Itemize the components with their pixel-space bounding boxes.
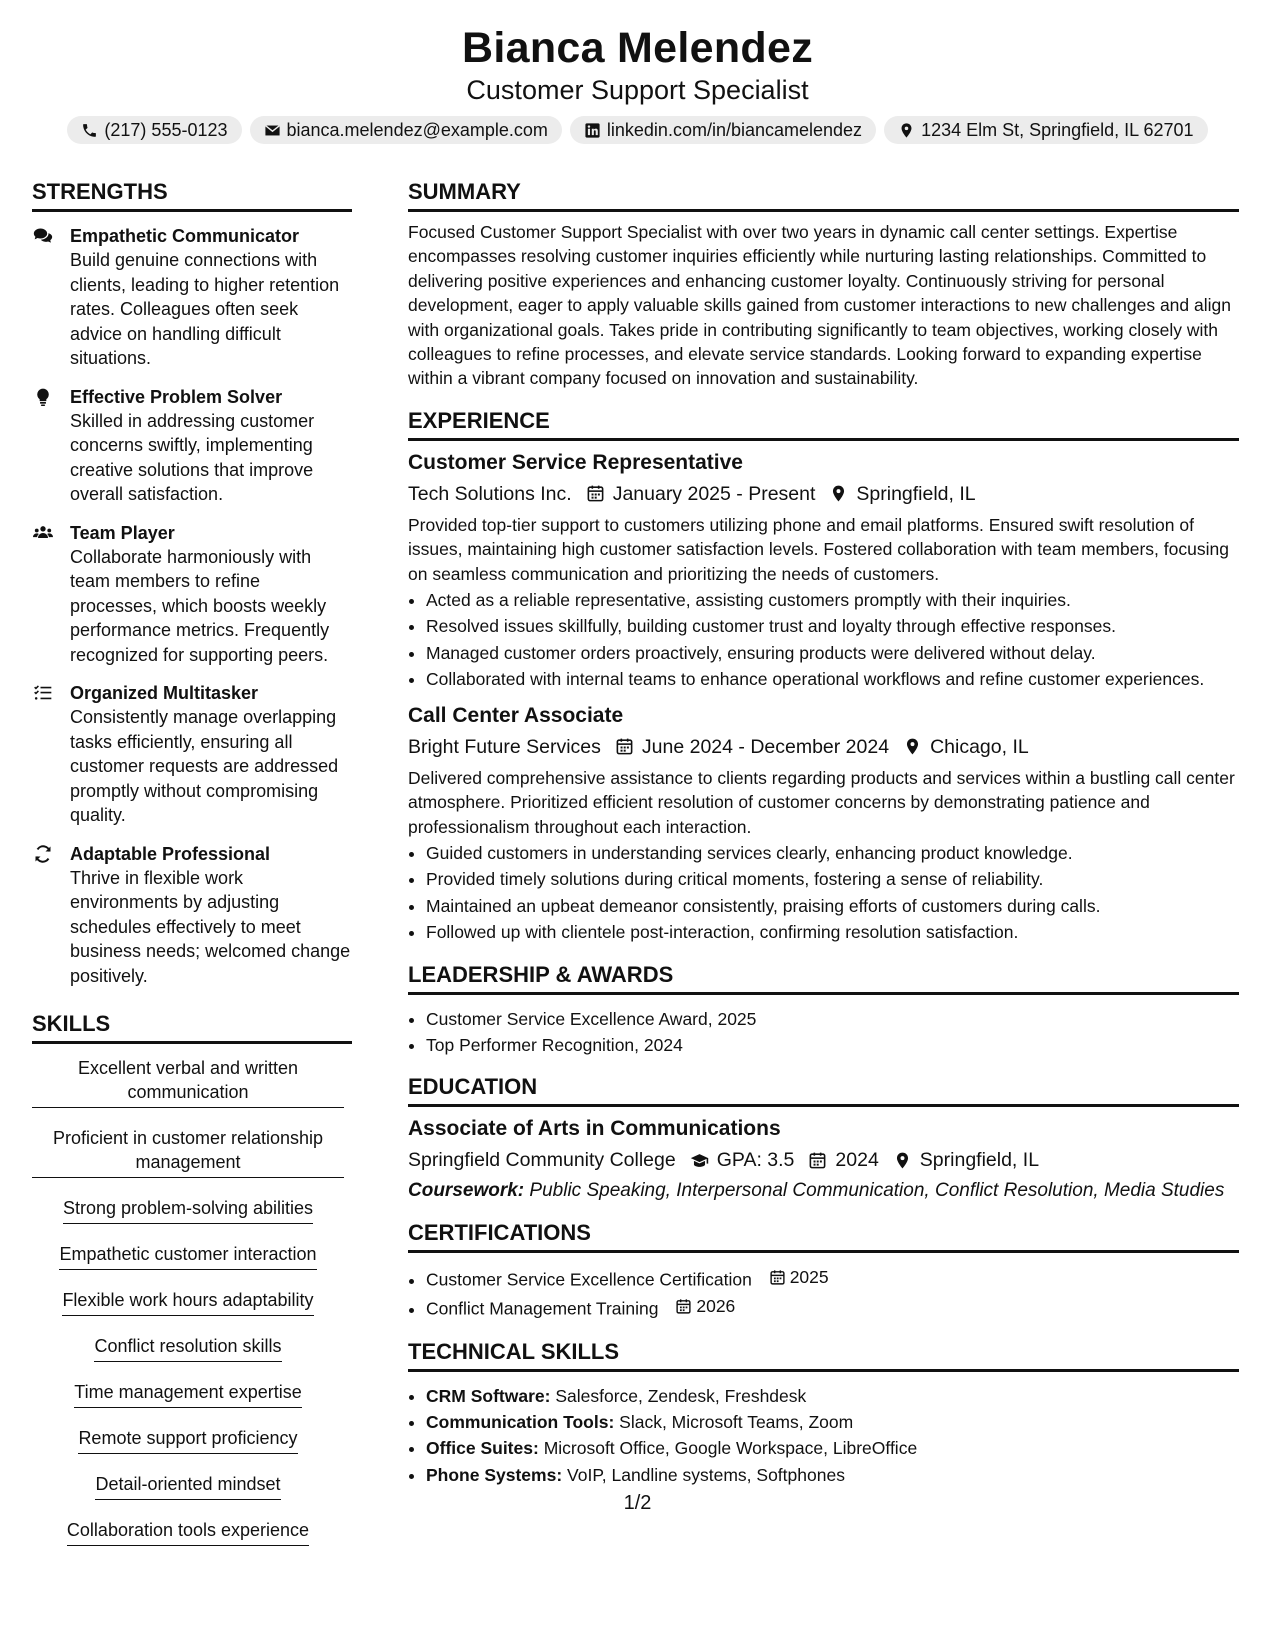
linkedin-icon bbox=[584, 122, 601, 139]
tech-label: Office Suites: bbox=[426, 1438, 539, 1459]
skill-item: Empathetic customer interaction bbox=[59, 1242, 316, 1270]
awards-list bbox=[408, 1007, 1239, 1058]
cert-name: Customer Service Excellence Certification bbox=[426, 1270, 752, 1291]
school-name: Springfield Community College bbox=[408, 1149, 676, 1172]
education-heading: EDUCATION bbox=[408, 1073, 1239, 1107]
job-meta bbox=[408, 732, 1239, 762]
list-item bbox=[426, 1410, 1239, 1434]
list-item bbox=[426, 1463, 1239, 1487]
tech-label: CRM Software: bbox=[426, 1385, 551, 1406]
contact-address[interactable] bbox=[884, 116, 1208, 144]
skill-item: Time management expertise bbox=[74, 1380, 301, 1408]
calendar-icon bbox=[808, 1151, 827, 1170]
list-item bbox=[426, 1384, 1239, 1408]
job-entry bbox=[408, 449, 1239, 692]
list-item: • Customer Service Excellence Award, 2025 bbox=[426, 1007, 1239, 1031]
comments-icon bbox=[32, 226, 54, 246]
degree-title: Associate of Arts in Communications bbox=[408, 1117, 781, 1141]
tech-value: Slack, Microsoft Teams, Zoom bbox=[619, 1411, 854, 1432]
list-item: • Guided customers in understanding services clearly, enhancing product knowledge. bbox=[426, 841, 1239, 865]
contact-linkedin[interactable] bbox=[570, 116, 876, 144]
skill-item: Remote support proficiency bbox=[78, 1426, 297, 1454]
lightbulb-icon bbox=[32, 387, 54, 407]
sync-icon bbox=[32, 844, 54, 864]
contact-phone-text: (217) 555-0123 bbox=[104, 120, 228, 140]
strength-item bbox=[32, 842, 352, 989]
contact-phone[interactable] bbox=[67, 116, 241, 144]
contact-linkedin-text: linkedin.com/in/biancamelendez bbox=[606, 120, 863, 140]
map-pin-icon bbox=[898, 122, 915, 139]
strength-desc: Build genuine connections with clients, leading to higher retention rates. Colleagues often seek advice on handling difficult situations. bbox=[70, 250, 340, 368]
tech-value: Salesforce, Zendesk, Freshdesk bbox=[555, 1385, 807, 1406]
list-item: • Provided timely solutions during critical moments, fostering a sense of reliability. bbox=[426, 867, 1239, 891]
graduation-cap-icon bbox=[690, 1151, 709, 1170]
job-dates: June 2024 - December 2024 bbox=[641, 735, 890, 758]
contact-email-text: bianca.melendez@example.com bbox=[286, 120, 548, 140]
strength-item bbox=[32, 224, 352, 371]
list-check-icon bbox=[32, 683, 54, 703]
cert-year: 2025 bbox=[789, 1267, 829, 1288]
summary-text: Focused Customer Support Specialist with over two years in dynamic call center settings. Expertise encompasses resolving customer inquiries efficiently while nurturing lasting relationships. Committed to delivering positive experiences and enhancing customer loyalty. Continuously striving for personal development, eager to apply valuable skills gained from customer interactions to new challenges and align with organizational goals. Takes pride in contributing significantly to team objectives, working closely with colleagues to refine processes, and elevate service standards. Looking forward to expanding expertise within a vibrant company focused on innovation and sustainability. bbox=[408, 222, 1231, 389]
tech-label: Phone Systems: bbox=[426, 1464, 563, 1485]
strength-item bbox=[32, 385, 352, 507]
left-column bbox=[32, 178, 352, 1564]
strength-desc: Thrive in flexible work environments by adjusting schedules effectively to meet business needs; welcomed change positively. bbox=[70, 867, 351, 986]
list-item: • Top Performer Recognition, 2024 bbox=[426, 1033, 1239, 1057]
phone-icon bbox=[81, 122, 98, 139]
resume-body bbox=[32, 178, 1243, 1564]
job-entry bbox=[408, 702, 1239, 945]
list-item: • Resolved issues skillfully, building customer trust and loyalty through effective responses. bbox=[426, 614, 1239, 638]
strength-title: Organized Multitasker bbox=[70, 683, 259, 703]
contact-email[interactable] bbox=[250, 116, 562, 144]
strength-desc: Collaborate harmoniously with team members to refine processes, which boosts weekly performance metrics. Frequently recognized for supporting peers. bbox=[70, 546, 330, 665]
calendar-icon bbox=[769, 1269, 786, 1286]
list-item: • Acted as a reliable representative, assisting customers promptly with their inquiries. bbox=[426, 588, 1239, 612]
certifications-heading: CERTIFICATIONS bbox=[408, 1219, 1239, 1253]
job-dates: January 2025 - Present bbox=[612, 482, 816, 505]
skill-item: Detail-oriented mindset bbox=[95, 1472, 280, 1500]
job-company: Tech Solutions Inc. bbox=[408, 482, 572, 505]
job-desc: Delivered comprehensive assistance to clients regarding products and services within a bustling call center atmosphere. Prioritized efficient resolution of customer concerns by demonstrating patience and professionalism throughout each interaction. bbox=[408, 767, 1235, 837]
tech-value: VoIP, Landline systems, Softphones bbox=[567, 1464, 845, 1485]
skill-item: Conflict resolution skills bbox=[94, 1334, 281, 1362]
technical-skills-list bbox=[408, 1384, 1239, 1488]
strength-item bbox=[32, 521, 352, 668]
job-meta bbox=[408, 479, 1239, 509]
cert-year: 2026 bbox=[696, 1296, 736, 1317]
cert-name: Conflict Management Training bbox=[426, 1299, 659, 1320]
strength-title: Adaptable Professional bbox=[70, 843, 271, 864]
list-item bbox=[426, 1294, 1239, 1321]
calendar-icon bbox=[586, 484, 605, 503]
job-bullets bbox=[408, 588, 1239, 692]
map-pin-icon bbox=[903, 737, 922, 756]
list-item bbox=[426, 1436, 1239, 1460]
skill-item: Excellent verbal and written communication bbox=[32, 1056, 344, 1108]
experience-heading: EXPERIENCE bbox=[408, 407, 1239, 441]
strength-desc: Consistently manage overlapping tasks efficiently, ensuring all customer requests are addressed promptly without compromising quality. bbox=[70, 707, 339, 825]
job-title: Call Center Associate bbox=[408, 703, 624, 727]
job-title: Customer Service Representative bbox=[408, 450, 743, 474]
list-item: • Maintained an upbeat demeanor consistently, praising efforts of customers during calls. bbox=[426, 894, 1239, 918]
skill-item: Strong problem-solving abilities bbox=[63, 1196, 313, 1224]
calendar-icon bbox=[675, 1298, 692, 1315]
candidate-name: Bianca Melendez bbox=[462, 24, 813, 72]
envelope-icon bbox=[264, 122, 281, 139]
job-location: Chicago, IL bbox=[930, 735, 1029, 758]
education-meta bbox=[408, 1145, 1239, 1175]
job-company: Bright Future Services bbox=[408, 735, 601, 758]
tech-value: Microsoft Office, Google Workspace, LibreOffice bbox=[543, 1438, 918, 1459]
gpa: GPA: 3.5 bbox=[716, 1149, 795, 1172]
technical-skills-heading: TECHNICAL SKILLS bbox=[408, 1338, 1239, 1372]
education-location: Springfield, IL bbox=[919, 1149, 1040, 1172]
strengths-heading: STRENGTHS bbox=[32, 178, 352, 212]
candidate-title: Customer Support Specialist bbox=[466, 75, 809, 105]
strength-title: Empathetic Communicator bbox=[70, 226, 300, 246]
certifications-list bbox=[408, 1265, 1239, 1321]
right-column bbox=[408, 178, 1239, 1564]
coursework-text: Public Speaking, Interpersonal Communication, Conflict Resolution, Media Studies bbox=[529, 1180, 1225, 1202]
strength-title: Team Player bbox=[70, 522, 175, 543]
skill-item: Collaboration tools experience bbox=[67, 1518, 309, 1546]
skills-heading: SKILLS bbox=[32, 1010, 352, 1044]
job-bullets bbox=[408, 841, 1239, 945]
contact-bar bbox=[0, 116, 1275, 144]
coursework bbox=[408, 1179, 1239, 1203]
map-pin-icon bbox=[829, 484, 848, 503]
strength-title: Effective Problem Solver bbox=[70, 386, 283, 407]
job-desc: Provided top-tier support to customers utilizing phone and email platforms. Ensured swift resolution of issues, maintaining high customer satisfaction levels. Fostered collaboration with team members, focusing on seamless communication and prioritizing the needs of customers. bbox=[408, 514, 1229, 584]
users-icon bbox=[32, 523, 54, 543]
job-location: Springfield, IL bbox=[856, 482, 976, 505]
education-year: 2024 bbox=[835, 1149, 879, 1172]
map-pin-icon bbox=[893, 1151, 912, 1170]
awards-heading: LEADERSHIP & AWARDS bbox=[408, 961, 1239, 995]
list-item bbox=[426, 1265, 1239, 1292]
list-item: • Managed customer orders proactively, ensuring products were delivered without delay. bbox=[426, 641, 1239, 665]
skills-list bbox=[32, 1056, 344, 1564]
list-item: • Collaborated with internal teams to enhance operational workflows and refine customer experiences. bbox=[426, 667, 1239, 691]
tech-label: Communication Tools: bbox=[426, 1411, 615, 1432]
strength-item bbox=[32, 681, 352, 828]
strength-desc: Skilled in addressing customer concerns swiftly, implementing creative solutions that improve overall satisfaction. bbox=[70, 410, 315, 504]
skill-item: Flexible work hours adaptability bbox=[62, 1288, 313, 1316]
resume-header bbox=[0, 0, 1275, 144]
coursework-label: Coursework: bbox=[408, 1180, 525, 1202]
list-item: • Followed up with clientele post-interaction, confirming resolution satisfaction. bbox=[426, 920, 1239, 944]
skill-item: Proficient in customer relationship management bbox=[32, 1126, 344, 1178]
summary-heading: SUMMARY bbox=[408, 178, 1239, 212]
page-number: 1/2 bbox=[623, 1492, 652, 1514]
contact-address-text: 1234 Elm St, Springfield, IL 62701 bbox=[921, 120, 1194, 140]
calendar-icon bbox=[615, 737, 634, 756]
